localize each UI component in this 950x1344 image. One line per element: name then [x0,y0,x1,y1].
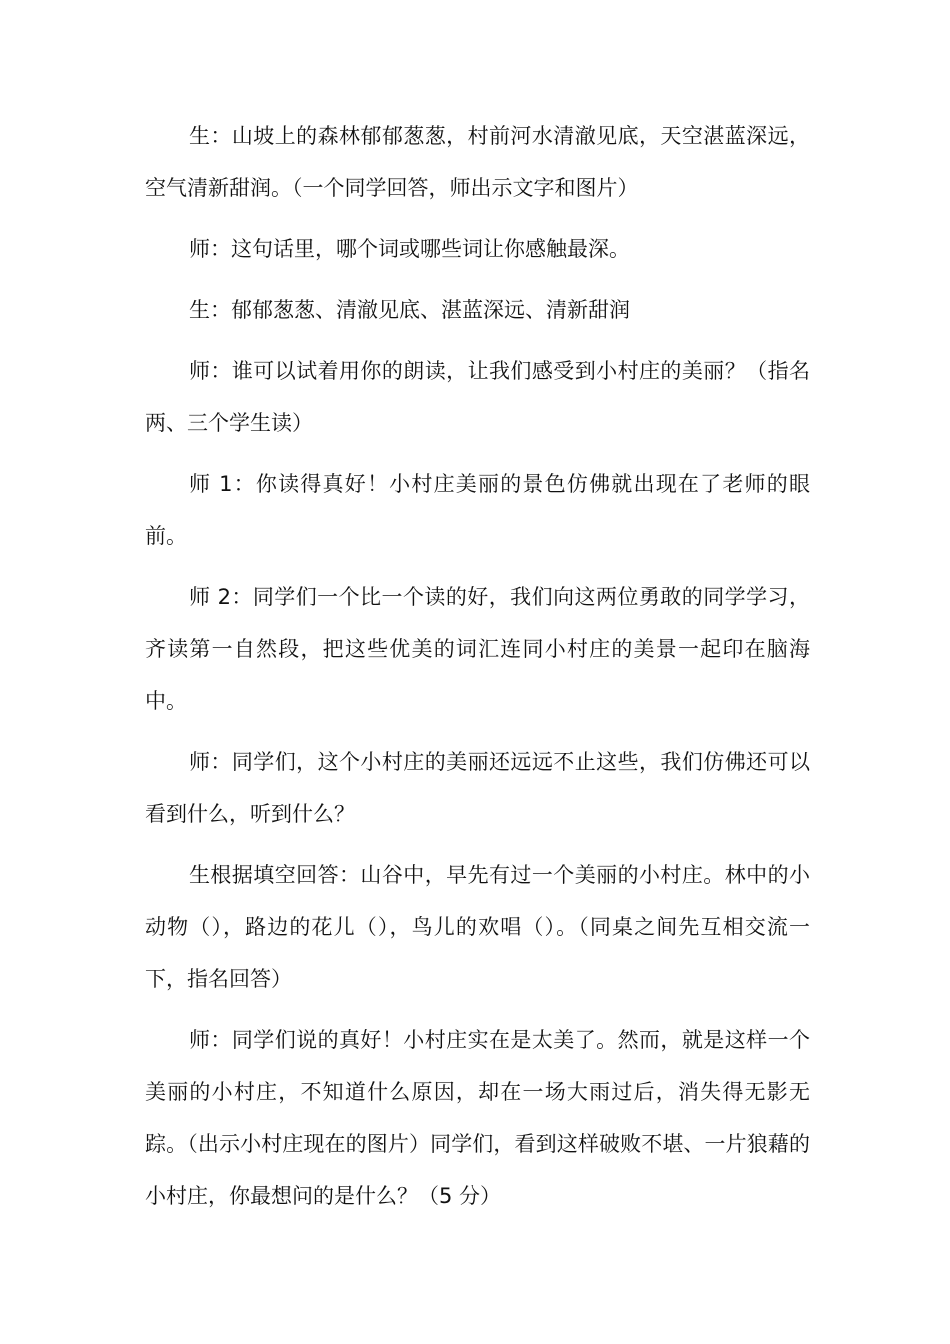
paragraph-3: 生：郁郁葱葱、清澈见底、湛蓝深远、清新甜润 [189,298,630,322]
paragraph-2: 师：这句话里，哪个词或哪些词让你感触最深。 [189,237,630,261]
paragraph-8: 生根据填空回答：山谷中，早先有过一个美丽的小村庄。林中的小动物（），路边的花儿（），鸟儿的欢唱（）。（同桌之间先互相交流一下，指名回答） [145,863,810,991]
paragraph-9: 师：同学们说的真好！小村庄实在是太美了。然而，就是这样一个美丽的小村庄，不知道什么原因，却在一场大雨过后，消失得无影无踪。（出示小村庄现在的图片）同学们，看到这样破败不堪、一片狼藉的小村庄，你最想问的是什么？（5 分） [145,1028,810,1208]
paragraph-7: 师：同学们，这个小村庄的美丽还远远不止这些，我们仿佛还可以看到什么，听到什么？ [145,750,810,826]
paragraph-5: 师 1：你读得真好！小村庄美丽的景色仿佛就出现在了老师的眼前。 [145,472,810,548]
paragraph-1: 生：山坡上的森林郁郁葱葱，村前河水清澈见底，天空湛蓝深远，空气清新甜润。（一个同学回答，师出示文字和图片） [145,124,810,200]
paragraph-4: 师：谁可以试着用你的朗读，让我们感受到小村庄的美丽？（指名两、三个学生读） [145,359,810,435]
paragraph-6: 师 2：同学们一个比一个读的好，我们向这两位勇敢的同学学习，齐读第一自然段，把这些优美的词汇连同小村庄的美景一起印在脑海中。 [145,585,810,713]
document-body [145,110,810,1231]
